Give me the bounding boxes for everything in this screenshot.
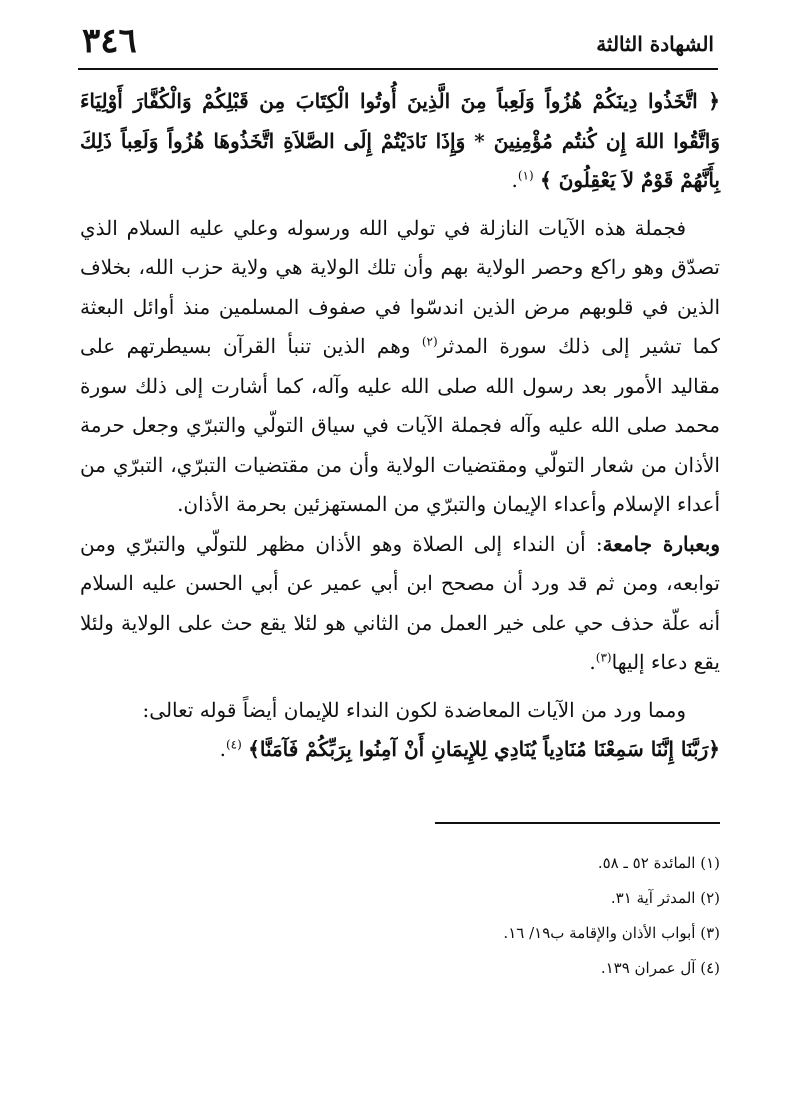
paragraph-text: ومما ورد من الآيات المعاضدة لكون النداء للإيمان أيضاً قوله تعالى: — [142, 697, 686, 722]
footnote-ref-2[interactable]: (٢) — [421, 334, 438, 349]
paragraph-text: : أن النداء إلى الصلاة وهو الأذان مظهر للتولّي والتبرّي ومن توابعه، ومن ثم قد ورد أن مصحح ابن أبي عمير عن أبي الحسن عليه السلام أنه علّة حذف حي على خير العمل من الثاني هو لئلا يقع حث على الولاية ولئلا يقع دعاء إليها — [80, 531, 720, 674]
footnote-item: (١) المائدة ٥٢ ـ ٥٨. — [597, 854, 720, 872]
quran-verse: ﴿رَبَّنَا إِنَّنَا سَمِعْنَا مُنَادِياً يُنَادِي لِلإِيمَانِ أَنْ آمِنُوا بِرَبِّكُمْ فَآمَنَّا﴾ — [248, 737, 720, 761]
chapter-title: الشهادة الثالثة — [596, 32, 714, 56]
footnote-ref-4[interactable]: (٤) — [225, 737, 242, 752]
footnote-item: (٢) المدثر آية ٣١. — [610, 889, 720, 907]
footnote-ref-3[interactable]: (٣) — [595, 650, 612, 665]
header-divider — [78, 68, 718, 70]
footnote-divider — [435, 822, 720, 824]
page-number: ٣٤٦ — [82, 21, 137, 61]
paragraph — [80, 691, 720, 731]
paragraph-text: وهم الذين تنبأ القرآن بسيطرتهم على مقاليد الأمور بعد رسول الله صلى الله عليه وآله، كما أشارت إلى ذلك سورة محمد صلى الله عليه وآله فجملة الآيات في سياق التولّي والتبرّي وجعل حرمة الأذان من شعار التولّي ومقتضيات الولاية وأن من مقتضيات التبرّي، التبرّي من أعداء الإسلام وأعداء الإيمان والتبرّي من المستهزئين بحرمة الأذان. — [80, 334, 721, 516]
quran-verse-block: ﴿ اتَّخَذُوا دِينَكُمْ هُزُواً وَلَعِباً مِنَ الَّذِينَ أُوتُوا الْكِتَابَ مِن قَبْلِكُمْ وَالْكُفَّارَ أَوْلِيَاءَ وَاتَّقُوا اللهَ إِن كُنتُم مُؤْمِنِينَ * وَإِذَا نَادَيْتُمْ إِلَى الصَّلاَةِ اتَّخَذُوهَا هُزُواً وَلَعِباً ذَلِكَ بِأَنَّهُمْ قَوْمٌ لاَ يَعْقِلُونَ ﴾ $^{(١)}$. — [80, 89, 720, 192]
footnote-ref-1[interactable]: (١) — [517, 168, 534, 183]
paragraph-lead: وبعبارة جامعة — [602, 531, 720, 556]
quran-verse: ﴿ اتَّخَذُوا دِينَكُمْ هُزُواً وَلَعِباً مِنَ الَّذِينَ أُوتُوا الْكِتَابَ مِن قَبْلِكُمْ وَالْكُفَّارَ أَوْلِيَاءَ وَاتَّقُوا اللهَ إِن كُنتُم مُؤْمِنِينَ * وَإِذَا نَادَيْتُمْ إِلَى الصَّلاَةِ اتَّخَذُوهَا هُزُواً وَلَعِباً ذَلِكَ بِأَنَّهُمْ قَوْمٌ لاَ يَعْقِلُونَ ﴾ — [80, 89, 720, 192]
footnote-item: (٤) آل عمران ١٣٩. — [600, 959, 720, 977]
paragraph-text: فجملة هذه الآيات النازلة في تولي الله ورسوله وعلي عليه السلام الذي تصدّق وهو راكع وحصر الولاية بهم وأن تلك الولاية هي ولاية حزب الله، بخلاف الذين في قلوبهم مرض الذين اندسّوا في صفوف المسلمين منذ أوائل البعثة كما تشير إلى ذلك سورة المدثر — [80, 215, 720, 358]
footnote-item: (٣) أبواب الأذان والإقامة ب١٩/ ١٦. — [503, 924, 720, 942]
paragraph — [80, 209, 720, 525]
paragraph: وبعبارة جامعة: أن النداء إلى الصلاة وهو الأذان مظهر للتولّي والتبرّي ومن توابعه، ومن ثم قد ورد أن مصحح ابن أبي عمير عن أبي الحسن عليه السلام أنه علّة حذف حي على خير العمل من الثاني هو لئلا يقع حث على الولاية ولئلا يقع دعاء إليها$^{(٣)}$. — [80, 531, 720, 674]
running-header — [78, 22, 718, 72]
quran-verse-block: ﴿رَبَّنَا إِنَّنَا سَمِعْنَا مُنَادِياً يُنَادِي لِلإِيمَانِ أَنْ آمِنُوا بِرَبِّكُمْ فَآمَنَّا﴾ $^{(٤)}$. — [219, 737, 720, 761]
footnotes — [80, 846, 720, 986]
main-text — [80, 82, 720, 770]
